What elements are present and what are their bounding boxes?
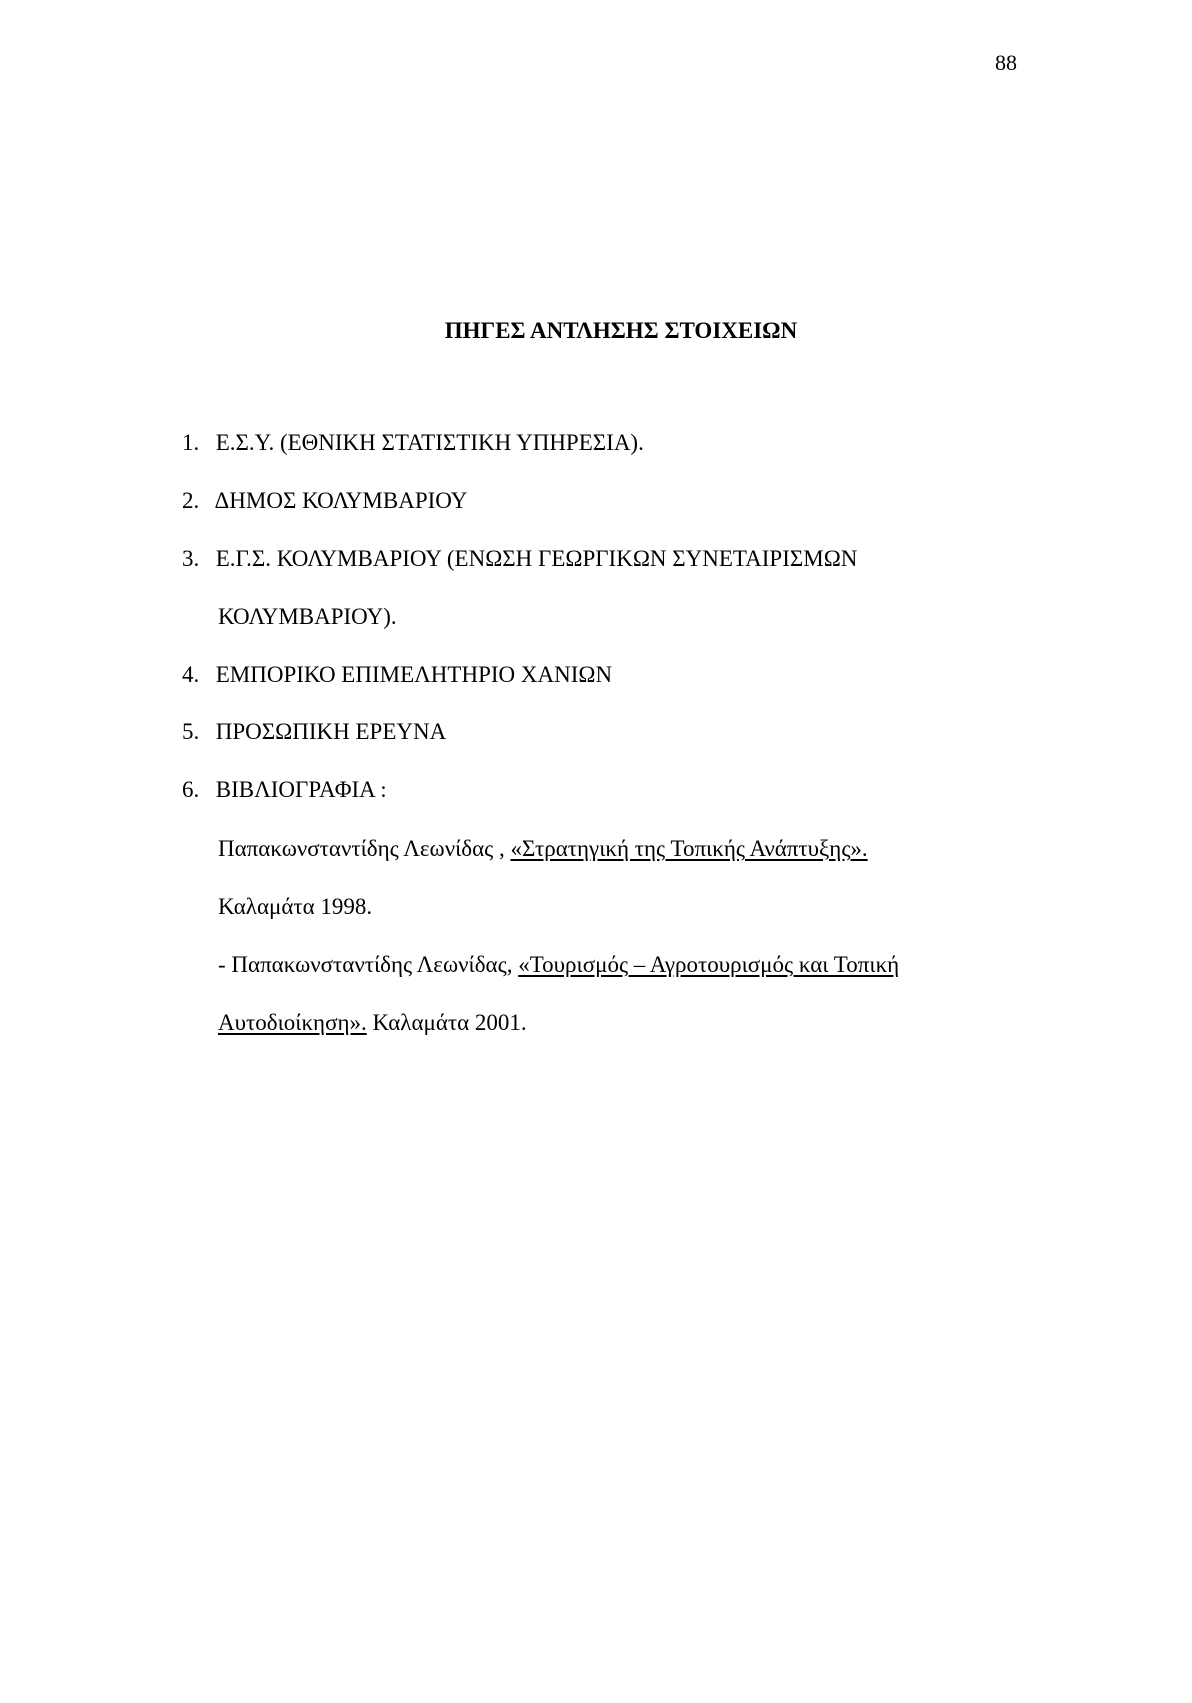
source-item-6 <box>182 777 387 803</box>
page-title: ΠΗΓΕΣ ΑΝΤΛΗΣΗΣ ΣΤΟΙΧΕΙΩΝ <box>444 318 798 343</box>
bib-title: «Τουρισμός – Αγροτουρισμός και Τοπική <box>518 952 900 977</box>
bib-author: - Παπακωνσταντίδης Λεωνίδας, <box>218 952 519 977</box>
item-number: 5. <box>182 719 200 744</box>
item-text: ΠΡΟΣΩΠΙΚΗ ΕΡΕΥΝΑ <box>215 719 447 744</box>
bib-title: Αυτοδιοίκηση». <box>218 1010 367 1035</box>
bib-place-year: Καλαμάτα 2001. <box>366 1010 527 1035</box>
bibliography-entry-1-continuation: Καλαμάτα 1998. <box>218 894 373 919</box>
source-item-5 <box>182 719 446 745</box>
item-text: ΕΜΠΟΡΙΚΟ ΕΠΙΜΕΛΗΤΗΡΙΟ ΧΑΝΙΩΝ <box>215 662 613 687</box>
item-number: 6. <box>182 777 200 802</box>
item-number: 1. <box>182 430 200 455</box>
item-text: Ε.Γ.Σ. ΚΟΛΥΜΒΑΡΙΟΥ (ΕΝΩΣΗ ΓΕΩΡΓΙΚΩΝ ΣΥΝΕΤΑΙΡΙΣΜΩΝ <box>215 546 858 571</box>
source-item-3-continuation: ΚΟΛΥΜΒΑΡΙΟΥ). <box>218 604 397 629</box>
page-number: 88 <box>995 50 1017 75</box>
item-text: ΒΙΒΛΙΟΓΡΑΦΙΑ : <box>215 777 387 802</box>
source-item-3 <box>182 546 857 572</box>
item-number: 3. <box>182 546 200 571</box>
source-item-4 <box>182 662 612 688</box>
item-number: 4. <box>182 662 200 687</box>
bibliography-entry-1 <box>218 836 868 862</box>
bibliography-entry-2 <box>218 952 899 978</box>
bibliography-entry-2-continuation <box>218 1010 527 1036</box>
bib-title: «Στρατηγική της Τοπικής Ανάπτυξης». <box>510 836 868 861</box>
source-item-1 <box>182 430 644 456</box>
item-number: 2. <box>182 488 200 513</box>
item-text: ΔΗΜΟΣ ΚΟΛΥΜΒΑΡΙΟΥ <box>214 488 468 513</box>
source-item-2 <box>182 488 467 514</box>
bib-author: Παπακωνσταντίδης Λεωνίδας , <box>218 836 511 861</box>
item-text: Ε.Σ.Υ. (ΕΘΝΙΚΗ ΣΤΑΤΙΣΤΙΚΗ ΥΠΗΡΕΣΙΑ). <box>215 430 644 455</box>
